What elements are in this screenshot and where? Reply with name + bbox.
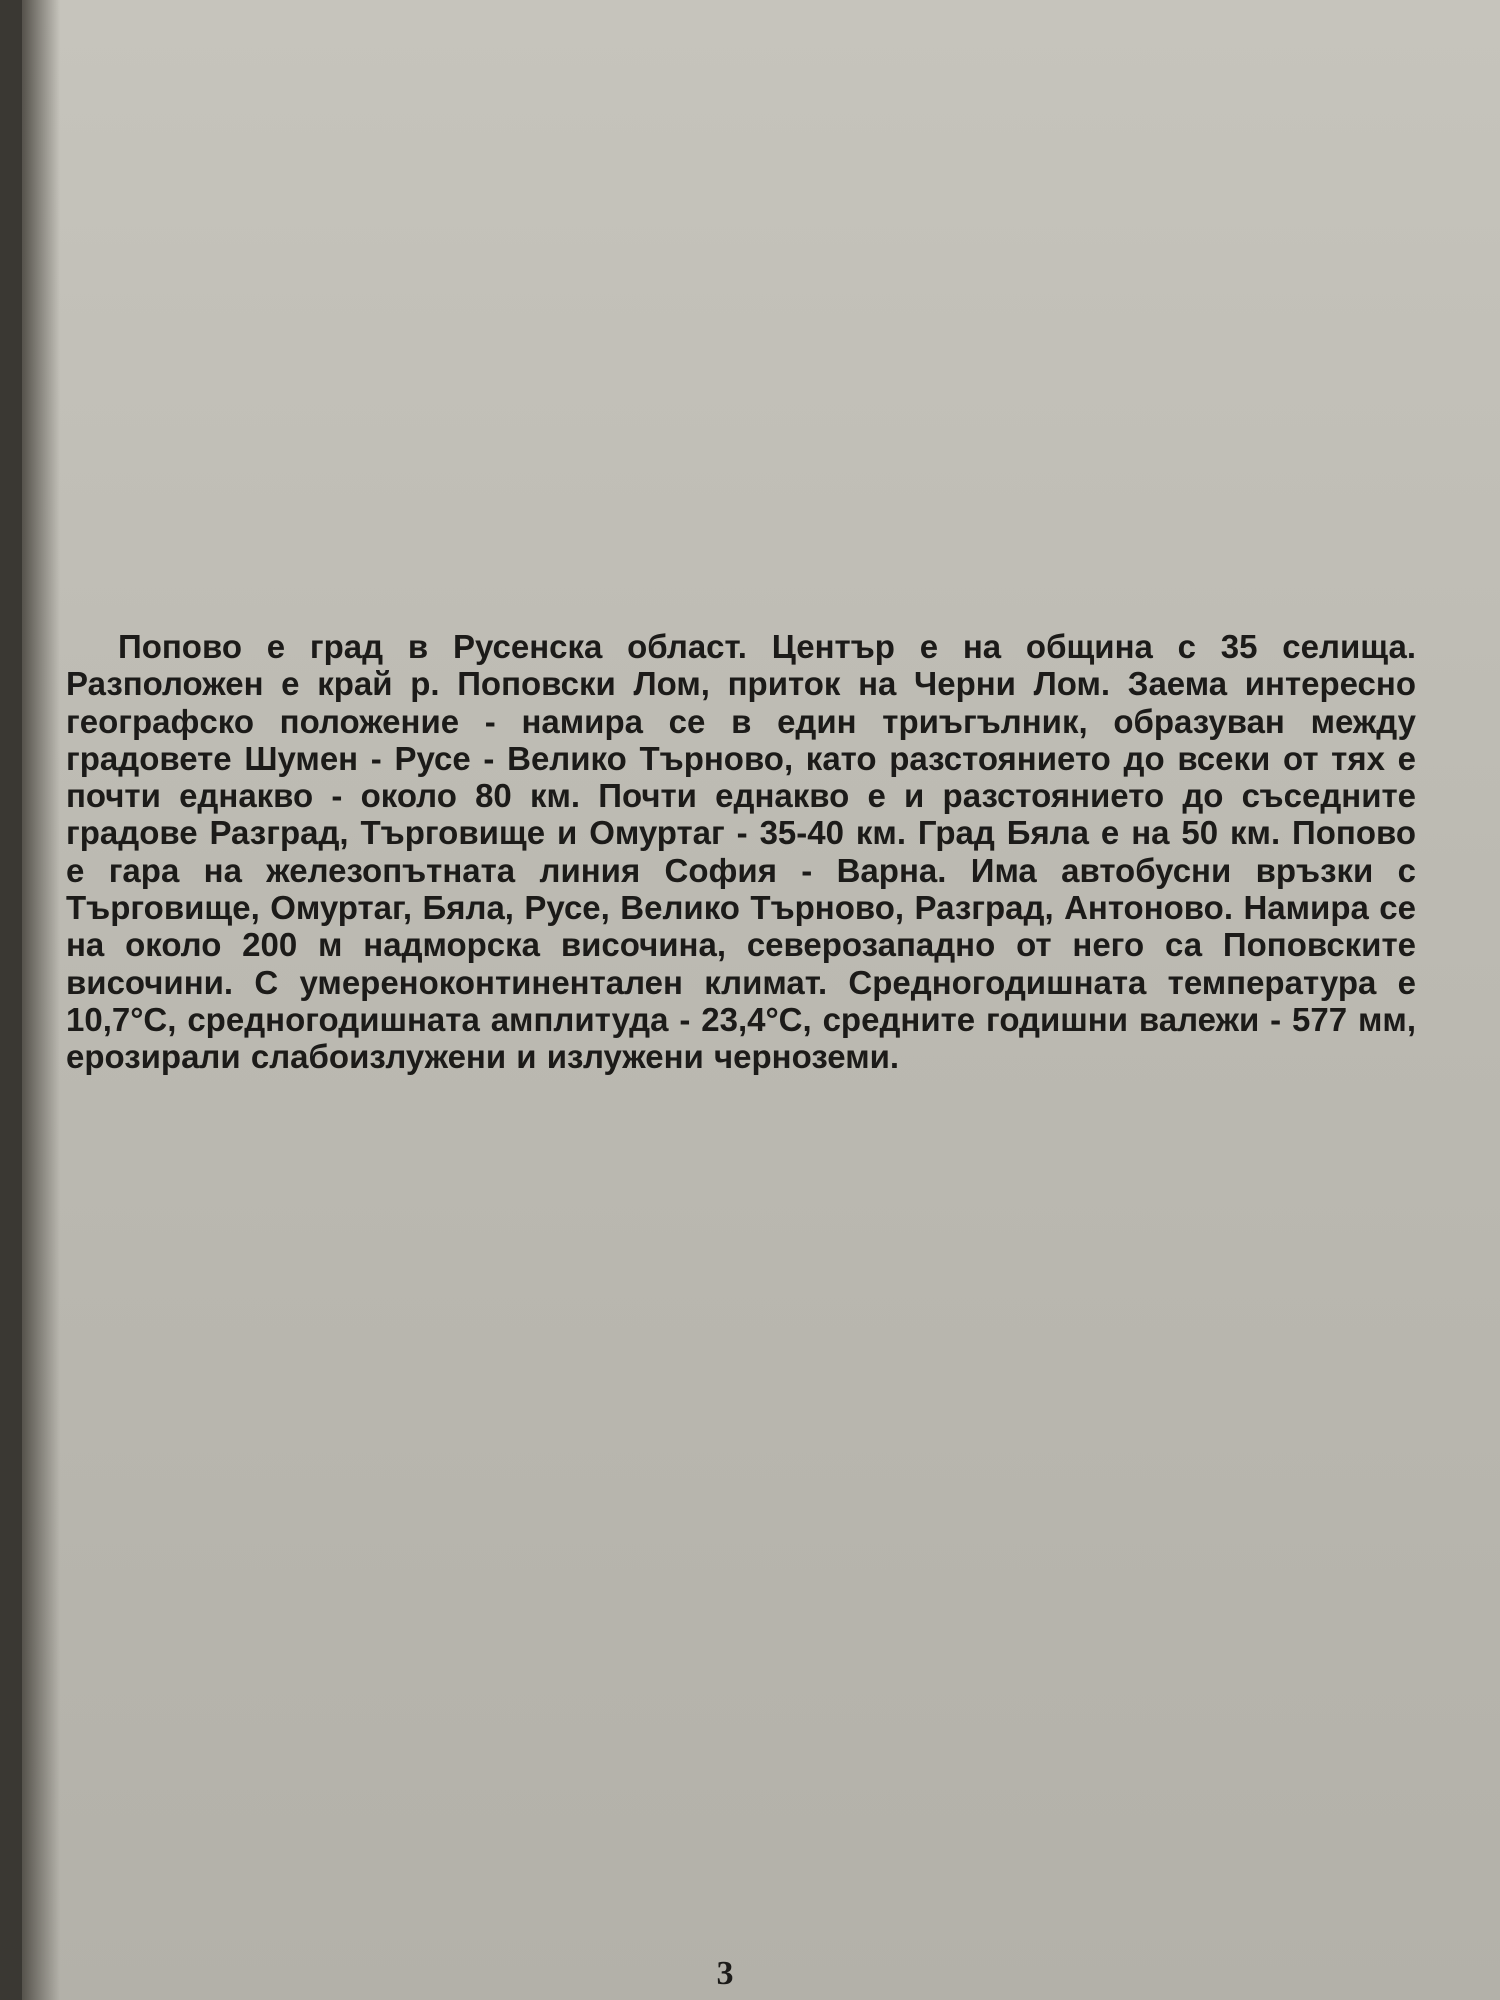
page-edge bbox=[0, 0, 22, 2000]
body-paragraph: Попово е град в Русенска област. Център е на община с 35 селища. Разположен е край р. Поповски Лом, приток на Черни Лом. Заема интересно географско положение - намира се в един триъгълник, образуван между градовете Шумен - Русе - Велико Търново, като разстоянието до всеки от тях е почти еднакво - около 80 км. Почти еднакво е и разстоянието до съседните градове Разград, Търговище и Омуртаг - 35-40 км. Град Бяла е на 50 км. Попово е гара на железопътната линия София - Варна. Има автобусни връзки с Търговище, Омуртаг, Бяла, Русе, Велико Търново, Разград, Антоново. Намира се на около 200 м надморска височина, северозападно от него са Поповските височини. С умереноконтинентален климат. Средногодишната температура е 10,7°С, средногодишната амплитуда - 23,4°С, средните годишни валежи - 577 мм, ерозирали слабоизлужени и излужени черноземи. bbox=[66, 628, 1416, 1076]
page-number: 3 bbox=[716, 1955, 734, 1992]
